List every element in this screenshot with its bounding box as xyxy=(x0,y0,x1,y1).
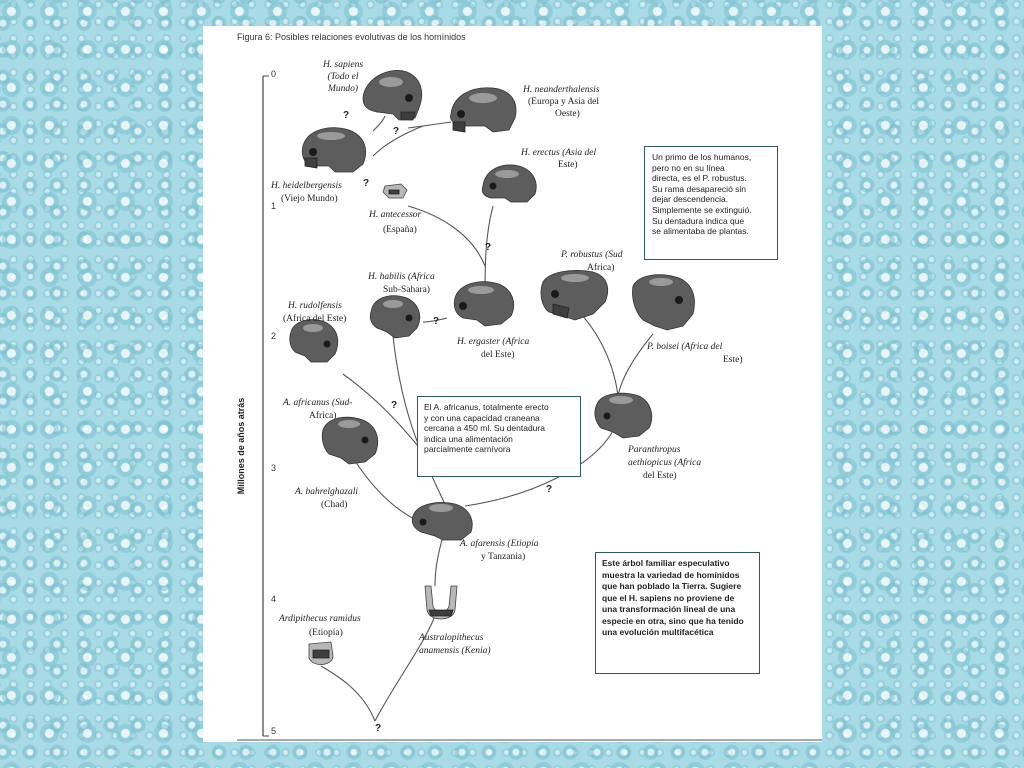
label-afarensis xyxy=(459,538,539,562)
note-africanus-line-2: y con una capacidad craneana xyxy=(424,412,540,423)
tick-label-5: 5 xyxy=(271,726,277,736)
tick-label-2: 2 xyxy=(271,331,277,341)
species-name-afarensis: A. afarensis (Etiopía xyxy=(460,539,539,549)
figure-page xyxy=(203,26,822,742)
label-heidelbergensis xyxy=(270,181,342,204)
skull-robustus-icon xyxy=(541,270,608,320)
skull-habilis-icon xyxy=(370,296,420,338)
species-name-aethiopicus-2: aethiopicus (Africa xyxy=(628,458,702,468)
note-africanus-line-1: El A. africanus, totalmente erecto xyxy=(424,402,549,412)
species-loc-aethiopicus: del Este) xyxy=(643,471,677,481)
species-loc-heidelbergensis: (Viejo Mundo) xyxy=(281,194,338,204)
species-loc-erectus: Este) xyxy=(558,160,578,170)
skull-boisei-icon xyxy=(632,275,694,330)
tick-label-1: 1 xyxy=(271,201,277,211)
species-loc-antecessor: (España) xyxy=(383,225,417,235)
species-name-africanus: A. africanus (Sud- xyxy=(283,398,353,408)
label-ramidus xyxy=(278,614,361,638)
species-loc-neanderthalensis-1: (Europa y Asia del xyxy=(528,97,599,107)
species-name-erectus: H. erectus (Asia del xyxy=(521,148,597,158)
species-loc-ergaster: del Este) xyxy=(481,350,515,360)
skull-ergaster-icon xyxy=(454,282,513,326)
skull-neanderthalensis-icon xyxy=(451,88,517,132)
branch-bahrelghazali xyxy=(353,458,418,521)
note-summary-line-2: muestra la variedad de homínidos xyxy=(602,569,740,580)
label-antecessor xyxy=(368,210,422,235)
note-summary-line-5: una transformación lineal de una xyxy=(602,604,736,614)
note-robustus-line-5: dejar descendencia. xyxy=(652,194,729,205)
note-robustus-line-1: Un primo de los humanos, xyxy=(652,152,752,162)
question-mark-aethiopicus: ? xyxy=(546,484,553,495)
species-loc-africanus: Africa) xyxy=(309,411,337,421)
label-bahrelghazali xyxy=(294,487,358,510)
note-box-summary xyxy=(595,552,760,674)
label-erectus xyxy=(520,147,596,170)
note-summary-line-7: una evolución multifacética xyxy=(602,627,714,637)
branch-neanderthalensis xyxy=(408,122,451,128)
note-robustus-line-4: Su rama desapareció sin xyxy=(652,183,747,194)
label-anamensis xyxy=(418,633,491,656)
species-name-neanderthalensis: H. neanderthalensis xyxy=(523,85,600,95)
species-name-boisei: P. boisei (Africa del xyxy=(647,342,723,352)
note-summary-line-1: Este árbol familiar especulativo xyxy=(602,558,730,568)
question-mark-sapiens: ? xyxy=(343,110,350,121)
species-name-anamensis-1: Australopithecus xyxy=(419,633,484,643)
question-mark-root: ? xyxy=(375,723,382,734)
figure-title: Figura 6: Posibles relaciones evolutivas de los homínidos xyxy=(237,32,466,42)
species-name-anamensis-2: anamensis (Kenia) xyxy=(419,646,491,656)
species-name-antecessor: H. antecessor xyxy=(369,210,422,220)
question-mark-heidelbergensis: ? xyxy=(363,178,370,189)
skull-sapiens-icon xyxy=(363,70,422,120)
species-name-aethiopicus-1: Paranthropus xyxy=(628,445,681,455)
species-loc-habilis: Sub-Sahara) xyxy=(383,285,430,295)
species-loc-boisei: Este) xyxy=(723,355,743,365)
species-loc-rudolfensis: (Africa del Este) xyxy=(283,314,347,324)
species-loc-sapiens-1: (Todo el xyxy=(327,72,359,82)
note-robustus-line-2: pero no en su línea xyxy=(652,162,725,173)
question-mark-africanus: ? xyxy=(391,400,398,411)
tick-label-0: 0 xyxy=(271,69,277,79)
branch-robustus xyxy=(578,311,618,396)
label-neanderthalensis xyxy=(522,85,600,119)
branch-anamensis xyxy=(375,616,435,721)
label-ergaster xyxy=(456,336,529,360)
question-mark-erectus: ? xyxy=(485,242,492,253)
species-name-robustus: P. robustus (Sud xyxy=(561,250,623,260)
note-robustus-line-6: Simplemente se extinguió. xyxy=(652,204,752,215)
species-loc-afarensis: y Tanzania) xyxy=(481,552,526,562)
note-africanus-line-3: cercana a 450 ml. Su dentadura xyxy=(424,423,545,434)
species-loc-ramidus: (Etiopía) xyxy=(309,628,343,638)
question-mark-habilis: ? xyxy=(433,316,440,327)
species-name-habilis: H. habilis (Africa xyxy=(368,272,435,282)
time-axis xyxy=(236,69,276,736)
note-robustus-line-8: se alimentaba de plantas. xyxy=(652,226,749,237)
branch-ramidus xyxy=(321,666,375,721)
species-loc-bahrelghazali: (Chad) xyxy=(321,500,348,510)
branch-sapiens-up xyxy=(373,116,385,131)
label-aethiopicus xyxy=(627,445,701,481)
species-name-ergaster: H. ergaster (Africa xyxy=(457,337,530,347)
skull-rudolfensis-icon xyxy=(290,320,338,362)
note-summary-line-3: que han poblado la Tierra. Sugiere xyxy=(602,581,742,591)
note-summary-line-4: que el H. sapiens no proviene de xyxy=(602,592,735,603)
species-name-rudolfensis: H. rudolfensis xyxy=(288,301,342,311)
species-name-ramidus: Ardipithecus ramidus xyxy=(279,614,361,624)
tick-label-3: 3 xyxy=(271,463,277,473)
species-loc-robustus: Africa) xyxy=(587,263,615,273)
species-name-bahrelghazali: A. bahrelghazali xyxy=(295,487,358,497)
species-name-heidelbergensis: H. heidelbergensis xyxy=(271,181,342,191)
skull-afarensis-icon xyxy=(412,503,472,541)
label-robustus xyxy=(560,249,623,273)
skull-heidelbergensis-icon xyxy=(302,128,365,172)
skull-africanus-icon xyxy=(322,417,377,464)
skull-antecessor-icon xyxy=(383,184,407,198)
jaw-anamensis-icon xyxy=(425,586,457,619)
note-africanus-line-5: parcialmente carnívora xyxy=(424,444,511,455)
skull-erectus-icon xyxy=(482,165,536,202)
note-summary-line-6: especie en otra, sino que ha tenido xyxy=(602,615,744,626)
label-boisei xyxy=(646,341,743,365)
label-sapiens xyxy=(322,60,363,94)
species-loc-sapiens-2: Mundo) xyxy=(327,84,359,94)
note-africanus-line-4: indica una alimentación xyxy=(424,433,513,444)
tick-label-4: 4 xyxy=(271,594,277,604)
note-robustus-line-7: Su dentadura indica que xyxy=(652,215,745,226)
skull-aethiopicus-icon xyxy=(595,393,652,438)
species-name-sapiens: H. sapiens xyxy=(322,60,364,70)
note-robustus-line-3: directa, es el P. robustus. xyxy=(652,173,747,184)
question-mark-neanderthal: ? xyxy=(393,126,400,137)
note-box-africanus xyxy=(417,396,581,477)
label-habilis xyxy=(367,271,435,295)
label-rudolfensis xyxy=(283,300,346,324)
jaw-ramidus-icon xyxy=(309,642,333,665)
species-loc-neanderthalensis-2: Oeste) xyxy=(555,109,580,119)
note-box-robustus xyxy=(644,146,778,260)
branch-anamensis-afarensis xyxy=(435,536,443,586)
axis-label: Millones de años atrás xyxy=(236,397,246,495)
